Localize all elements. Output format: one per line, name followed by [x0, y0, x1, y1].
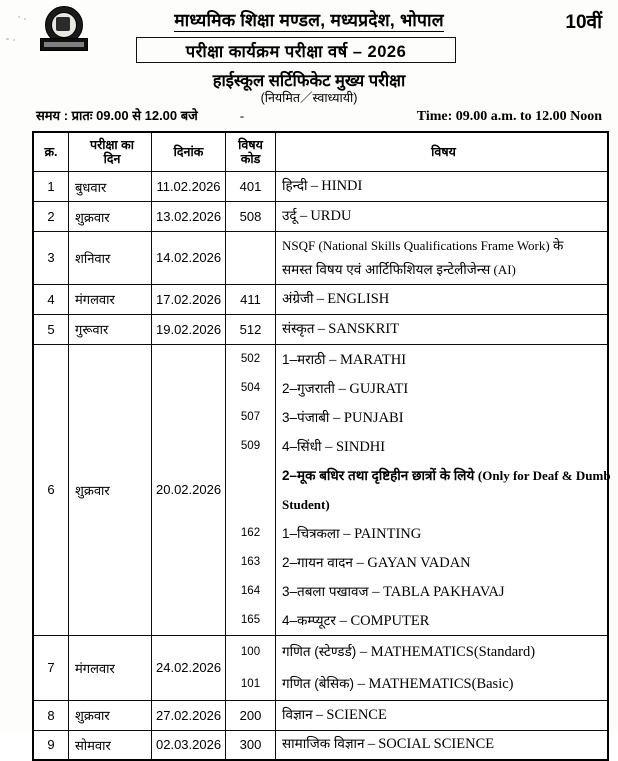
col-header-date: दिनांक	[152, 132, 226, 172]
subject-name-hindi: गायन वादन	[297, 554, 353, 570]
subject-name-english: MARATHI	[339, 351, 407, 368]
subject-list	[276, 345, 611, 635]
col-header-day-line2: दिन	[103, 152, 121, 166]
exam-time-row	[36, 106, 608, 124]
cell-subject	[276, 314, 609, 344]
subject-index: 1–	[282, 525, 298, 541]
nsqf-ai-code: (AI)	[493, 261, 516, 277]
subject-index: 3–	[282, 583, 298, 599]
subject-note	[276, 461, 611, 490]
exam-program-title-box: परीक्षा कार्यक्रम परीक्षा वर्ष – 2026	[136, 37, 456, 63]
subject-name-hindi: मूक बधिर तथा दृष्टिहीन छात्रों के लिये	[297, 467, 475, 483]
subject-name-english: (Only for Deaf & Dumb	[477, 467, 611, 483]
subject-index: 2–	[282, 380, 298, 396]
subject-name-english: GUJRATI	[349, 380, 409, 397]
subject-code: 502	[240, 352, 261, 365]
subject-code: 164	[240, 584, 261, 597]
subject-separator: –	[315, 706, 324, 723]
cell-day: शुक्रवार	[69, 700, 152, 730]
cell-subject-code-list	[226, 344, 276, 635]
subject-name-hindi: गुजराती	[297, 380, 335, 396]
cell-subject-code: 411	[226, 284, 276, 314]
cell-subject	[276, 700, 609, 730]
subject-code: 100	[240, 645, 261, 658]
cell-subject-code: 401	[226, 172, 276, 202]
cell-subject	[276, 172, 609, 202]
subject-name-english: ENGLISH	[327, 290, 390, 307]
cell-date: 27.02.2026	[152, 700, 226, 730]
cell-subject-code: 200	[226, 700, 276, 730]
nsqf-title-english: NSQF (National Skills Qualifications Frame Work)	[282, 238, 550, 253]
cell-day: गुरूवार	[69, 314, 152, 344]
table-row	[33, 700, 608, 730]
cell-date: 11.02.2026	[152, 172, 226, 202]
subject-name-hindi: संस्कृत	[282, 320, 315, 336]
subject-list	[276, 636, 607, 700]
nsqf-line2-hindi: समस्त विषय एवं आर्टिफिशियल इन्टेलीजेन्स	[282, 261, 491, 277]
table-row	[33, 344, 608, 635]
subject-index: 3–	[282, 409, 298, 425]
subject-separator: –	[316, 290, 324, 307]
table-row	[33, 635, 608, 700]
subject-name-english: Student)	[282, 496, 330, 512]
cell-date: 14.02.2026	[152, 232, 226, 285]
subject-entry	[276, 636, 607, 668]
subject-separator: –	[333, 409, 341, 426]
cell-date: 02.03.2026	[152, 730, 226, 760]
cell-subject-list	[276, 344, 609, 635]
table-row	[33, 284, 608, 314]
subject-name-english: SANSKRIT	[328, 320, 400, 337]
subject-name-hindi: कम्प्यूटर	[297, 612, 336, 628]
exam-name: हाईस्कूल सर्टिफिकेट मुख्य परीक्षा	[212, 72, 406, 90]
cell-serial: 1	[33, 172, 69, 202]
subject-name-english: SINDHI	[335, 438, 386, 455]
subject-entry	[276, 668, 607, 700]
subject-separator: –	[317, 320, 325, 337]
board-name-text: माध्यमिक शिक्षा मण्डल, मध्यप्रदेश, भोपाल	[174, 10, 444, 30]
subject-code-list	[226, 636, 275, 700]
subject-separator: –	[356, 554, 364, 571]
cell-subject	[276, 284, 609, 314]
subject-separator: –	[359, 643, 368, 660]
table-row	[33, 314, 608, 344]
cell-serial: 7	[33, 635, 69, 700]
col-header-day-line1: परीक्षा का	[90, 137, 134, 152]
cell-serial: 2	[33, 202, 69, 232]
subject-name-hindi: चित्रकला	[297, 525, 340, 541]
nsqf-line-2	[282, 258, 603, 282]
subject-index: 4–	[282, 438, 298, 454]
board-name	[0, 8, 618, 32]
subject-name-hindi: उर्दू	[282, 208, 297, 224]
table-header-row	[33, 132, 608, 172]
subject-separator: –	[325, 438, 333, 455]
subject-name-hindi: मराठी	[297, 351, 326, 367]
exam-time-separator: -	[239, 108, 245, 123]
cell-date: 20.02.2026	[152, 344, 226, 635]
cell-subject-list	[276, 635, 609, 700]
table-row	[33, 172, 608, 202]
table-row	[33, 202, 608, 232]
timetable-container	[32, 131, 609, 761]
subject-index: 2–	[282, 554, 298, 570]
subject-code	[226, 490, 275, 519]
subject-name-hindi: विज्ञान	[282, 706, 313, 722]
subject-name-hindi: पंजाबी	[297, 409, 330, 425]
cell-subject-code	[226, 232, 276, 285]
cell-day: मंगलवार	[69, 284, 152, 314]
cell-serial: 9	[33, 730, 69, 760]
subject-code-list	[226, 345, 275, 635]
subject-entry	[276, 403, 607, 432]
subject-code: 101	[240, 677, 261, 690]
subject-name-english: MATHEMATICS(Standard)	[370, 643, 536, 660]
subject-name-english: SOCIAL SCIENCE	[378, 736, 495, 753]
subject-name-hindi: हिन्दी	[282, 178, 308, 194]
cell-serial: 4	[33, 284, 69, 314]
subject-separator: –	[367, 736, 375, 753]
cell-serial: 6	[33, 344, 69, 635]
table-head	[33, 132, 608, 172]
subject-code	[226, 461, 275, 490]
cell-day: बुधवार	[69, 172, 152, 202]
subject-name-hindi: तबला पखावज	[297, 583, 369, 599]
table-body	[33, 172, 611, 761]
subject-name-hindi: गणित (बेसिक)	[282, 675, 354, 691]
subject-name-hindi: गणित (स्टेण्डर्ड)	[282, 643, 357, 659]
subject-code: 507	[240, 410, 261, 423]
cell-serial: 5	[33, 314, 69, 344]
cell-date: 24.02.2026	[152, 635, 226, 700]
subject-entry	[276, 345, 607, 374]
col-header-code-line1: विषय	[238, 137, 263, 152]
cell-day: शुक्रवार	[69, 344, 152, 635]
subject-separator: –	[343, 525, 351, 542]
col-header-subject: विषय	[276, 132, 609, 172]
subject-name-english: PAINTING	[354, 525, 422, 542]
subject-name-hindi: सिंधी	[297, 438, 322, 454]
nsqf-line1-hindi: के	[552, 238, 564, 253]
subject-index: 2–	[282, 467, 298, 483]
document-header	[0, 0, 618, 128]
cell-subject	[276, 202, 609, 232]
subject-name-english: URDU	[310, 208, 352, 225]
subject-code: 165	[240, 613, 261, 626]
cell-day: सोमवार	[69, 730, 152, 760]
cell-subject-code: 508	[226, 202, 276, 232]
exam-mode: (नियमित／स्वाध्यायी)	[260, 91, 358, 105]
subject-entry	[276, 577, 607, 606]
cell-subject	[276, 730, 609, 760]
subject-separator: –	[299, 208, 308, 225]
col-header-serial: क्र.	[33, 132, 69, 172]
cell-subject-code: 300	[226, 730, 276, 760]
subject-name-english: GAYAN VADAN	[367, 554, 471, 571]
subject-entry	[276, 519, 607, 548]
cell-day: शनिवार	[69, 232, 152, 285]
cell-subject-code-list	[226, 635, 276, 700]
subject-separator: –	[329, 351, 337, 368]
exam-time-hindi: समय : प्रातः 09.00 से 12.00 बजे	[36, 108, 198, 123]
subject-separator: –	[339, 612, 347, 629]
cell-date: 13.02.2026	[152, 202, 226, 232]
cell-subject	[276, 232, 609, 285]
cell-date: 19.02.2026	[152, 314, 226, 344]
subject-separator: –	[310, 178, 319, 195]
subject-name-english: PUNJABI	[343, 409, 404, 426]
subject-separator: –	[357, 675, 365, 692]
subject-note	[276, 490, 607, 519]
subject-name-english: COMPUTER	[350, 612, 430, 629]
cell-serial: 3	[33, 232, 69, 285]
exam-schedule-table	[32, 131, 609, 761]
col-header-code-line2: कोड	[240, 152, 261, 166]
subject-index: 1–	[282, 351, 298, 367]
subject-entry	[276, 432, 607, 461]
subject-code: 162	[240, 526, 261, 539]
exam-time-english: Time: 09.00 a.m. to 12.00 Noon	[416, 109, 602, 124]
subject-separator: –	[338, 380, 346, 397]
subject-name-english: HINDI	[321, 178, 363, 195]
subject-separator: –	[372, 583, 380, 600]
subject-entry	[276, 374, 607, 403]
subject-entry	[276, 606, 607, 635]
subject-name-hindi: अंग्रेजी	[282, 290, 314, 306]
subject-name-english: TABLA PAKHAVAJ	[383, 583, 505, 600]
nsqf-line-1	[282, 234, 603, 258]
table-row	[33, 232, 608, 285]
subject-name-english: MATHEMATICS(Basic)	[368, 675, 514, 692]
table-row	[33, 730, 608, 760]
subject-code: 509	[240, 439, 261, 452]
cell-day: मंगलवार	[69, 635, 152, 700]
col-header-day	[69, 132, 152, 172]
cell-day: शुक्रवार	[69, 202, 152, 232]
subject-index: 4–	[282, 612, 298, 628]
subject-name-english: SCIENCE	[326, 706, 387, 723]
col-header-code	[226, 132, 276, 172]
subject-code: 504	[240, 381, 261, 394]
subject-entry	[276, 548, 607, 577]
cell-date: 17.02.2026	[152, 284, 226, 314]
cell-serial: 8	[33, 700, 69, 730]
subject-code: 163	[240, 555, 261, 568]
subject-name-hindi: सामाजिक विज्ञान	[282, 736, 365, 752]
cell-subject-code: 512	[226, 314, 276, 344]
class-badge: 10वीं	[565, 12, 602, 33]
